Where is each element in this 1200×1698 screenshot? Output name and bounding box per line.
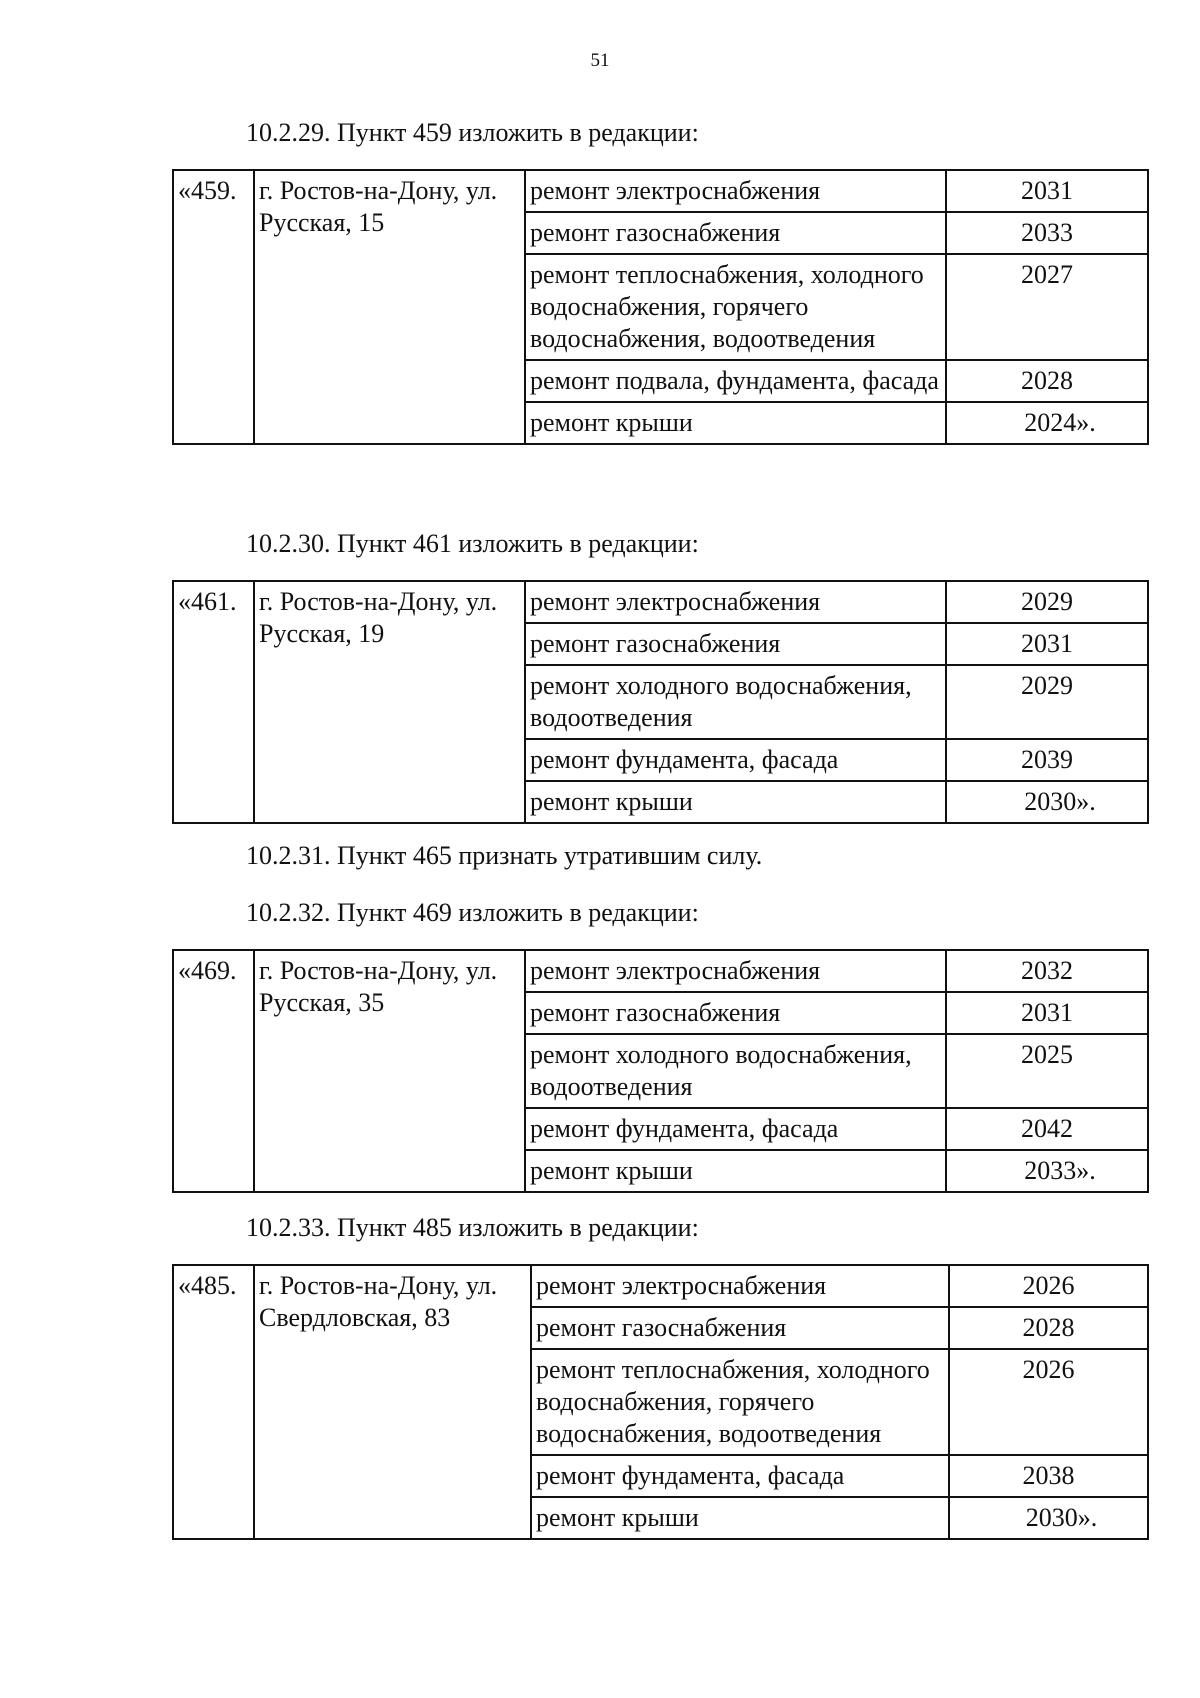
- item-number: «459.: [173, 170, 254, 444]
- work-type: ремонт газоснабжения: [525, 992, 946, 1034]
- work-year: 2033».: [946, 1150, 1148, 1192]
- work-type: ремонт теплоснабжения, холодного водоснабжения, горячего водоснабжения, водоотведения: [531, 1349, 949, 1455]
- item-address: г. Ростов-на-Дону, ул. Русская, 19: [254, 581, 525, 823]
- work-type: ремонт холодного водоснабжения, водоотведения: [525, 665, 946, 739]
- item-address: г. Ростов-на-Дону, ул. Русская, 35: [254, 950, 525, 1192]
- work-year: 2028: [946, 360, 1148, 402]
- item-table-469: [172, 949, 1149, 1193]
- table-row: [173, 950, 1148, 992]
- work-type: ремонт электроснабжения: [531, 1265, 949, 1307]
- work-year: 2039: [946, 739, 1148, 781]
- work-year: 2029: [946, 665, 1148, 739]
- work-year: 2026: [949, 1349, 1148, 1455]
- work-year: 2027: [946, 254, 1148, 360]
- work-type: ремонт фундамента, фасада: [525, 739, 946, 781]
- work-type: ремонт фундамента, фасада: [525, 1108, 946, 1150]
- work-year: 2025: [946, 1034, 1148, 1108]
- work-type: ремонт фундамента, фасада: [531, 1455, 949, 1497]
- work-type: ремонт холодного водоснабжения, водоотведения: [525, 1034, 946, 1108]
- work-type: ремонт газоснабжения: [531, 1307, 949, 1349]
- section-heading-10-2-30: 10.2.30. Пункт 461 изложить в редакции:: [246, 529, 699, 558]
- work-type: ремонт подвала, фундамента, фасада: [525, 360, 946, 402]
- work-year: 2032: [946, 950, 1148, 992]
- item-address: г. Ростов-на-Дону, ул. Русская, 15: [254, 170, 525, 444]
- item-address: г. Ростов-на-Дону, ул. Свердловская, 83: [254, 1265, 531, 1539]
- table-row: [173, 170, 1148, 212]
- page-number: 51: [590, 50, 610, 71]
- work-year: 2033: [946, 212, 1148, 254]
- table-row: [173, 1265, 1148, 1307]
- work-type: ремонт крыши: [525, 402, 946, 444]
- work-year: 2030».: [946, 781, 1148, 823]
- section-heading-10-2-29: 10.2.29. Пункт 459 изложить в редакции:: [246, 118, 699, 147]
- item-table-459: [172, 169, 1149, 445]
- work-type: ремонт крыши: [525, 781, 946, 823]
- item-number: «461.: [173, 581, 254, 823]
- work-year: 2038: [949, 1455, 1148, 1497]
- work-type: ремонт электроснабжения: [525, 170, 946, 212]
- item-table-485: [172, 1264, 1149, 1540]
- work-year: 2031: [946, 992, 1148, 1034]
- work-type: ремонт электроснабжения: [525, 950, 946, 992]
- work-type: ремонт крыши: [525, 1150, 946, 1192]
- work-year: 2024».: [946, 402, 1148, 444]
- item-table-461: [172, 580, 1149, 824]
- work-year: 2042: [946, 1108, 1148, 1150]
- work-type: ремонт газоснабжения: [525, 212, 946, 254]
- section-heading-10-2-32: 10.2.32. Пункт 469 изложить в редакции:: [246, 898, 699, 927]
- item-number: «485.: [173, 1265, 254, 1539]
- work-year: 2028: [949, 1307, 1148, 1349]
- work-type: ремонт крыши: [531, 1497, 949, 1539]
- work-type: ремонт газоснабжения: [525, 623, 946, 665]
- work-year: 2026: [949, 1265, 1148, 1307]
- work-year: 2030».: [949, 1497, 1148, 1539]
- work-year: 2031: [946, 623, 1148, 665]
- work-year: 2031: [946, 170, 1148, 212]
- item-number: «469.: [173, 950, 254, 1192]
- section-heading-10-2-31: 10.2.31. Пункт 465 признать утратившим силу.: [246, 841, 763, 870]
- section-heading-10-2-33: 10.2.33. Пункт 485 изложить в редакции:: [246, 1213, 699, 1242]
- work-type: ремонт теплоснабжения, холодного водоснабжения, горячего водоснабжения, водоотведения: [525, 254, 946, 360]
- table-row: [173, 581, 1148, 623]
- work-type: ремонт электроснабжения: [525, 581, 946, 623]
- work-year: 2029: [946, 581, 1148, 623]
